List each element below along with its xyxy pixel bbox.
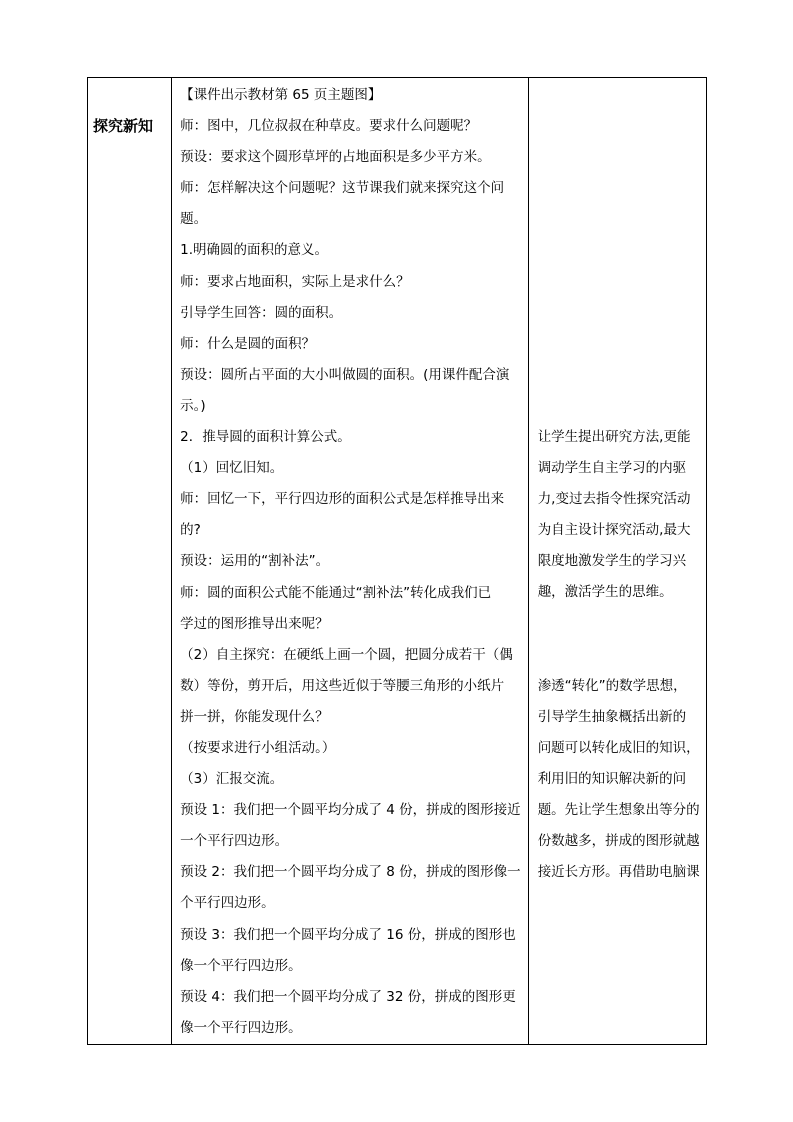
content-line: 预设 4：我们把一个圆平均分成了 32 份，拼成的图形更 <box>180 988 516 1005</box>
content-line: 预设 1：我们把一个圆平均分成了 4 份，拼成的图形接近 <box>180 802 521 819</box>
note-line: 题。先让学生想象出等分的 <box>537 801 700 818</box>
content-line: （3）汇报交流。 <box>180 771 284 788</box>
content-line: 1.明确圆的面积的意义。 <box>180 242 329 259</box>
content-line: 题。 <box>180 211 208 228</box>
content-line: 示。) <box>180 397 206 414</box>
note-line: 接近长方形。再借助电脑课 <box>537 864 700 881</box>
note-line: 份数越多，拼成的图形就越 <box>537 833 700 850</box>
content-line: 的? <box>180 522 201 539</box>
content-line: 拼一拼，你能发现什么？ <box>180 708 329 725</box>
content-line: 个平行四边形。 <box>180 895 275 912</box>
content-line: 预设：要求这个圆形草坪的占地面积是多少平方米。 <box>180 149 491 166</box>
note-line: 力,变过去指令性探究活动 <box>537 491 691 508</box>
note-line: 限度地激发学生的学习兴 <box>537 553 687 570</box>
content-line: 预设：运用的“割补法”。 <box>180 553 330 570</box>
note-line: 利用旧的知识解决新的问 <box>537 770 687 787</box>
content-line: 预设：圆所占平面的大小叫做圆的面积。(用课件配合演 <box>180 366 510 383</box>
content-line: 预设 2：我们把一个圆平均分成了 8 份，拼成的图形像一 <box>180 864 521 881</box>
content-line: 预设 3：我们把一个圆平均分成了 16 份，拼成的图形也 <box>180 926 516 943</box>
teaching-note <box>538 671 702 889</box>
content-line: 引导学生回答：圆的面积。 <box>180 304 343 321</box>
content-line: 师：回忆一下，平行四边形的面积公式是怎样推导出来 <box>180 491 505 508</box>
content-line: 【课件出示教材第 65 页主题图】 <box>180 87 382 103</box>
content-line: 像一个平行四边形。 <box>180 957 302 974</box>
content-line: 师：圆的面积公式能不能通过“割补法”转化成我们已 <box>180 584 492 601</box>
note-line: 让学生提出研究方法,更能 <box>537 429 691 445</box>
section-label: 探究新知 <box>88 78 172 1045</box>
note-line: 调动学生自主学习的内驱 <box>537 460 687 477</box>
lesson-plan-table <box>87 77 707 1045</box>
content-line: 2．推导圆的面积计算公式。 <box>180 429 351 446</box>
note-line: 问题可以转化成旧的知识， <box>537 739 700 756</box>
content-cell <box>172 78 529 1045</box>
content-line: 像一个平行四边形。 <box>180 1019 302 1036</box>
notes-cell <box>528 78 706 1045</box>
content-line: 师：什么是圆的面积？ <box>180 335 316 352</box>
note-line: 趣，激活学生的思维。 <box>537 584 673 601</box>
note-line: 引导学生抽象概括出新的 <box>537 708 687 725</box>
teaching-note <box>538 422 702 609</box>
table-row <box>88 78 707 1045</box>
content-line: 一个平行四边形。 <box>180 833 289 850</box>
note-line: 渗透“转化”的数学思想， <box>537 677 687 694</box>
content-line: 师：图中，几位叔叔在种草皮。要求什么问题呢？ <box>180 118 478 135</box>
content-line: （1）回忆旧知。 <box>180 460 284 477</box>
content-line: 数）等份，剪开后，用这些近似于等腰三角形的小纸片 <box>180 677 505 694</box>
content-line: 师：怎样解决这个问题呢？这节课我们就来探究这个问 <box>180 180 505 197</box>
note-line: 为自主设计探究活动,最大 <box>537 522 691 539</box>
content-line: 学过的图形推导出来呢？ <box>180 615 329 632</box>
content-line: 师：要求占地面积，实际上是求什么？ <box>180 273 410 290</box>
content-line: （2）自主探究：在硬纸上画一个圆，把圆分成若干（偶 <box>180 646 513 663</box>
content-line: （按要求进行小组活动。） <box>180 739 336 756</box>
